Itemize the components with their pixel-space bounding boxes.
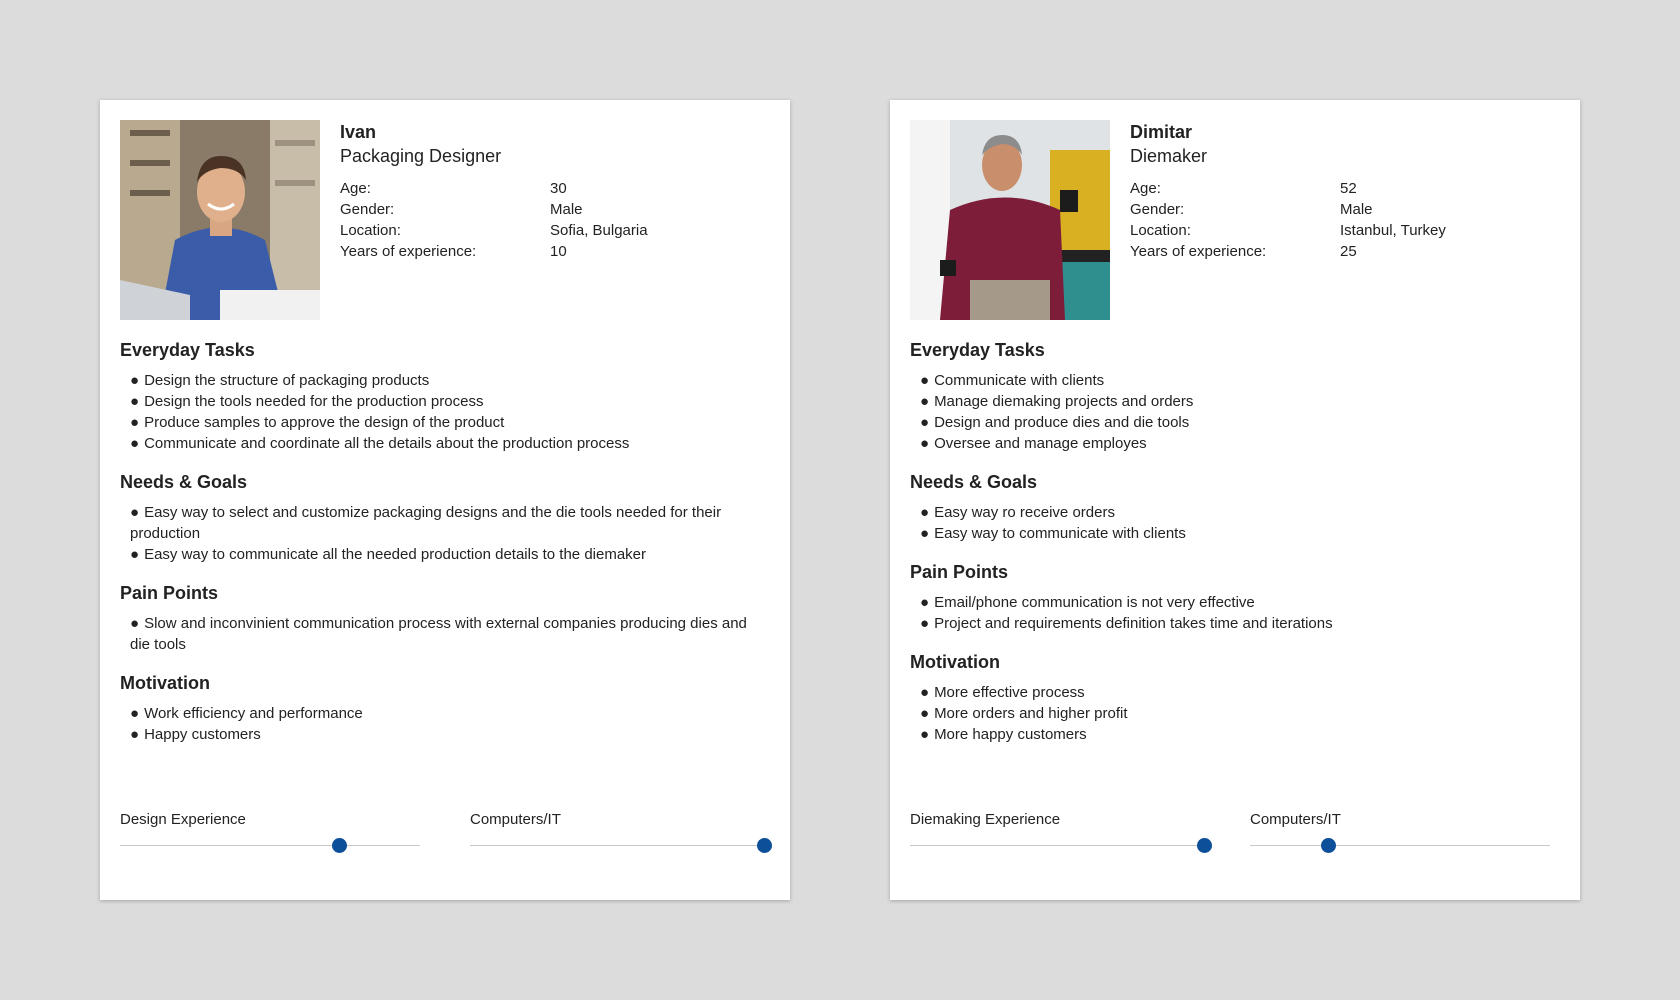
fact-label: Age:: [1130, 180, 1161, 197]
fact-label: Age:: [340, 180, 371, 197]
dimitar-photo-illustration: [910, 120, 1110, 320]
motivation-list: [120, 703, 770, 745]
scale-label: Diemaking Experience: [910, 811, 1061, 828]
list-item-text: More orders and higher profit: [934, 705, 1128, 722]
persona-facts: [340, 178, 760, 262]
everyday-tasks-list: [120, 370, 770, 454]
persona-role: Diemaker: [1130, 146, 1208, 166]
persona-card-ivan: [100, 100, 790, 900]
pain-points-list: [120, 613, 770, 655]
experience-scales: [120, 810, 770, 860]
section-title-motivation: Motivation: [910, 652, 1000, 672]
persona-name: Ivan: [340, 122, 377, 142]
fact-label: Location:: [1130, 222, 1191, 239]
bullet-icon: ●: [920, 705, 930, 722]
section-title-pain-points: Pain Points: [910, 562, 1009, 582]
list-item: [130, 370, 770, 391]
section-title-everyday-tasks: Everyday Tasks: [910, 340, 1045, 360]
list-item-text: Slow and inconvinient communication process with external companies producing dies and die tools: [130, 615, 747, 653]
section-title-pain-points: Pain Points: [120, 583, 219, 603]
bullet-icon: ●: [920, 594, 930, 611]
bullet-icon: ●: [920, 414, 930, 431]
scale-track: [470, 845, 770, 846]
scale-track: [120, 845, 420, 846]
list-item-text: Email/phone communication is not very effective: [934, 594, 1255, 611]
scale-design-experience: [120, 810, 420, 860]
persona-sections: [910, 338, 1560, 761]
list-item: [130, 391, 770, 412]
needs-goals-list: [120, 502, 770, 565]
bullet-icon: ●: [920, 684, 930, 701]
persona-role: Packaging Designer: [340, 146, 502, 166]
list-item: [920, 724, 1560, 745]
bullet-icon: ●: [130, 546, 140, 563]
fact-gender: [1130, 199, 1550, 220]
section-title-everyday-tasks: Everyday Tasks: [120, 340, 255, 360]
fact-value: Male: [1340, 201, 1373, 218]
list-item: [130, 502, 770, 544]
ivan-photo-illustration: [120, 120, 320, 320]
fact-label: Gender:: [340, 201, 395, 218]
bullet-icon: ●: [130, 504, 140, 521]
fact-location: [340, 220, 760, 241]
bullet-icon: ●: [920, 726, 930, 743]
list-item-text: Easy way to communicate all the needed production details to the diemaker: [144, 546, 647, 563]
scale-label: Computers/IT: [1250, 811, 1341, 828]
everyday-tasks-list: [910, 370, 1560, 454]
fact-age: [340, 178, 760, 199]
scale-handle[interactable]: [1321, 838, 1336, 853]
bullet-icon: ●: [130, 435, 140, 452]
list-item: [130, 613, 770, 655]
list-item: [130, 703, 770, 724]
bullet-icon: ●: [920, 435, 930, 452]
fact-label: Years of experience:: [1130, 243, 1267, 260]
scale-diemaking-experience: [910, 810, 1210, 860]
fact-location: [1130, 220, 1550, 241]
fact-label: Location:: [340, 222, 401, 239]
bullet-icon: ●: [920, 525, 930, 542]
scale-handle[interactable]: [1197, 838, 1212, 853]
list-item: [130, 412, 770, 433]
list-item: [920, 523, 1560, 544]
experience-scales: [910, 810, 1560, 860]
fact-label: Years of experience:: [340, 243, 477, 260]
bullet-icon: ●: [920, 615, 930, 632]
section-title-motivation: Motivation: [120, 673, 210, 693]
fact-age: [1130, 178, 1550, 199]
persona-facts: [1130, 178, 1550, 262]
fact-value: Sofia, Bulgaria: [550, 222, 648, 239]
fact-value: 30: [550, 180, 567, 197]
bullet-icon: ●: [920, 393, 930, 410]
list-item: [130, 724, 770, 745]
person-photo: [120, 120, 320, 320]
person-photo: [910, 120, 1110, 320]
fact-label: Gender:: [1130, 201, 1185, 218]
bullet-icon: ●: [130, 372, 140, 389]
list-item-text: Happy customers: [144, 726, 261, 743]
fact-experience: [1130, 241, 1550, 262]
fact-value: 52: [1340, 180, 1357, 197]
fact-value: Istanbul, Turkey: [1340, 222, 1446, 239]
list-item-text: Communicate and coordinate all the details about the production process: [144, 435, 630, 452]
scale-label: Design Experience: [120, 811, 246, 828]
bullet-icon: ●: [130, 615, 140, 632]
bullet-icon: ●: [130, 726, 140, 743]
list-item: [920, 433, 1560, 454]
pain-points-list: [910, 592, 1560, 634]
list-item-text: Design the structure of packaging products: [144, 372, 430, 389]
fact-value: 10: [550, 243, 567, 260]
list-item-text: Work efficiency and performance: [144, 705, 363, 722]
section-title-needs-goals: Needs & Goals: [120, 472, 248, 492]
list-item: [920, 502, 1560, 523]
bullet-icon: ●: [130, 414, 140, 431]
list-item-text: Easy way to select and customize packaging designs and the die tools needed for their production: [130, 504, 722, 542]
list-item-text: Manage diemaking projects and orders: [934, 393, 1194, 410]
list-item-text: Project and requirements definition takes time and iterations: [934, 615, 1333, 632]
bullet-icon: ●: [130, 705, 140, 722]
list-item: [920, 412, 1560, 433]
fact-value: 25: [1340, 243, 1357, 260]
list-item-text: More happy customers: [934, 726, 1087, 743]
motivation-list: [910, 682, 1560, 745]
list-item-text: Design and produce dies and die tools: [934, 414, 1190, 431]
persona-card-dimitar: [890, 100, 1580, 900]
needs-goals-list: [910, 502, 1560, 544]
persona-name: Dimitar: [1130, 122, 1193, 142]
list-item: [920, 613, 1560, 634]
list-item-text: Easy way to communicate with clients: [934, 525, 1186, 542]
list-item-text: Produce samples to approve the design of the product: [144, 414, 505, 431]
fact-value: Male: [550, 201, 583, 218]
list-item: [130, 433, 770, 454]
list-item: [920, 703, 1560, 724]
list-item: [920, 592, 1560, 613]
bullet-icon: ●: [130, 393, 140, 410]
list-item: [920, 391, 1560, 412]
scale-track: [910, 845, 1210, 846]
list-item-text: Easy way ro receive orders: [934, 504, 1115, 521]
fact-experience: [340, 241, 760, 262]
list-item: [130, 544, 770, 565]
scale-computers-it: [470, 810, 770, 860]
bullet-icon: ●: [920, 372, 930, 389]
scale-handle[interactable]: [757, 838, 772, 853]
list-item-text: Communicate with clients: [934, 372, 1105, 389]
section-title-needs-goals: Needs & Goals: [910, 472, 1038, 492]
list-item: [920, 370, 1560, 391]
list-item-text: Oversee and manage employes: [934, 435, 1147, 452]
scale-track: [1250, 845, 1550, 846]
scale-label: Computers/IT: [470, 811, 561, 828]
scale-handle[interactable]: [332, 838, 347, 853]
list-item-text: More effective process: [934, 684, 1085, 701]
fact-gender: [340, 199, 760, 220]
list-item-text: Design the tools needed for the production process: [144, 393, 484, 410]
bullet-icon: ●: [920, 504, 930, 521]
scale-computers-it: [1250, 810, 1550, 860]
persona-sections: [120, 338, 770, 761]
list-item: [920, 682, 1560, 703]
